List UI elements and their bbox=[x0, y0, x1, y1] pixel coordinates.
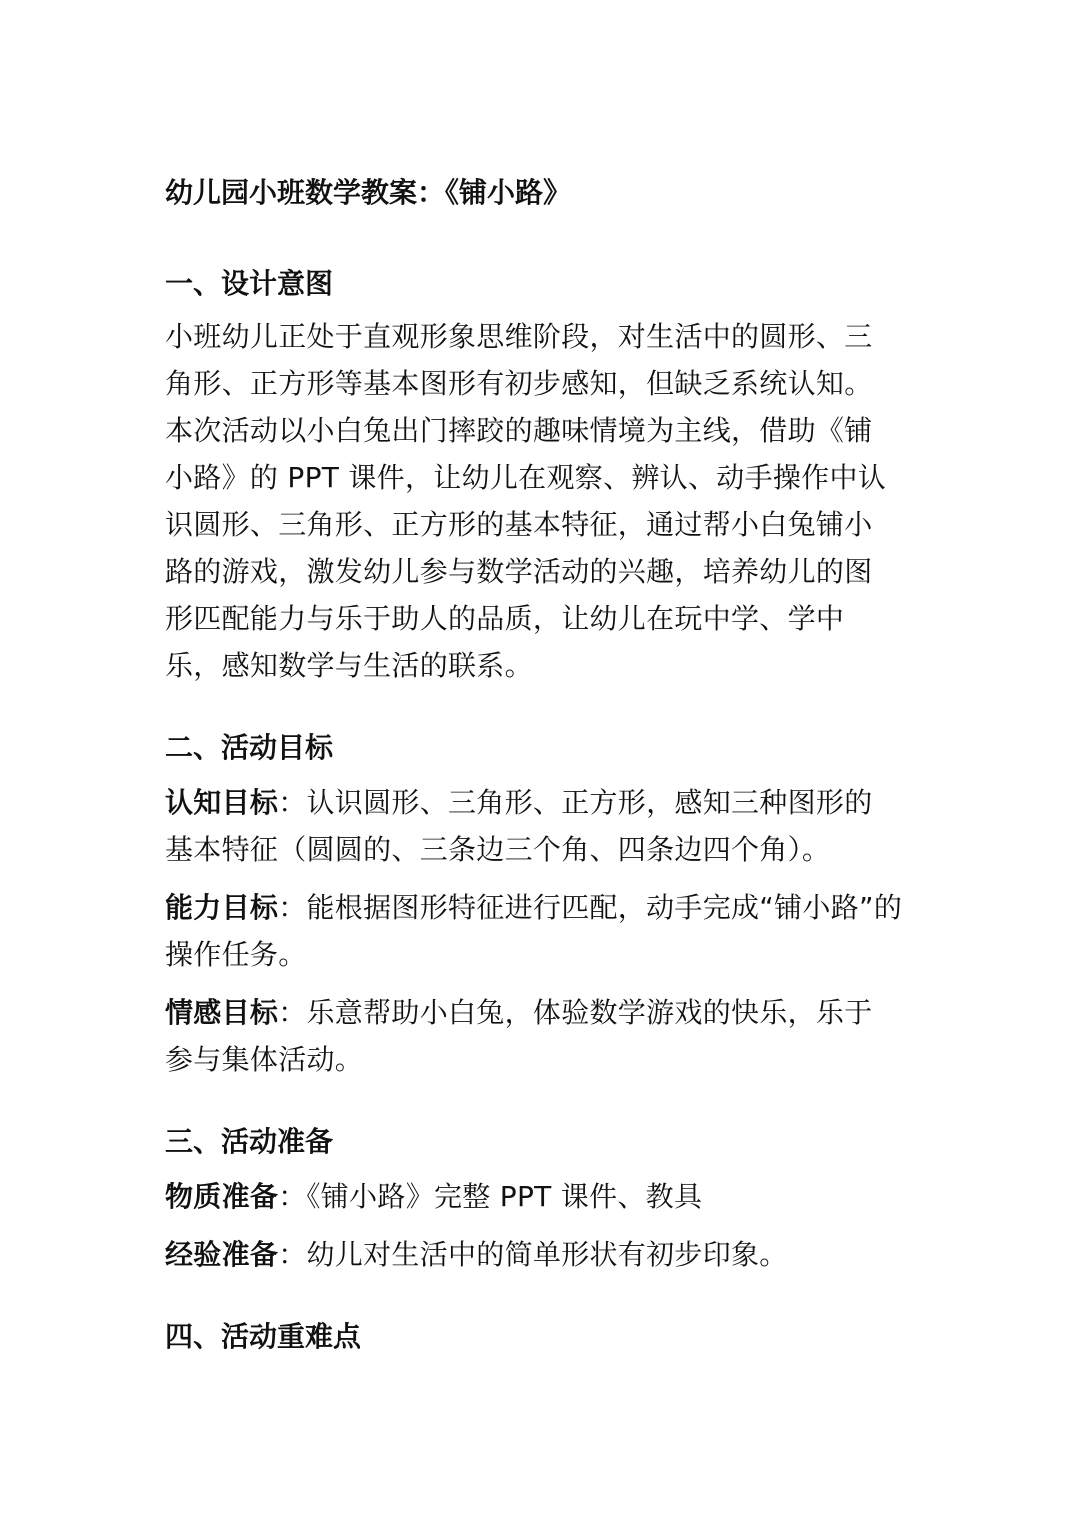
item-text: ：《铺小路》完整 PPT 课件、教具 bbox=[278, 1180, 703, 1213]
item-text: ：幼儿对生活中的简单形状有初步印象。 bbox=[278, 1238, 788, 1271]
item-label: 情感目标 bbox=[165, 996, 279, 1029]
goal-item-cognitive bbox=[165, 779, 910, 873]
goal-item-emotion bbox=[165, 989, 910, 1083]
paragraph-line: 小班幼儿正处于直观形象思维阶段，对生活中的圆形、三 bbox=[165, 320, 873, 353]
paragraph-line: 识圆形、三角形、正方形的基本特征，通过帮小白兔铺小 bbox=[165, 508, 873, 541]
item-line bbox=[165, 1231, 910, 1278]
section-heading-activity-goals: 二、活动目标 bbox=[165, 731, 334, 764]
section-heading-key-difficulties: 四、活动重难点 bbox=[165, 1320, 362, 1353]
item-label: 认知目标 bbox=[165, 786, 279, 819]
item-line: 操作任务。 bbox=[165, 938, 307, 971]
item-line bbox=[165, 884, 910, 931]
item-text: ：能根据图形特征进行匹配，动手完成“铺小路”的 bbox=[278, 891, 903, 924]
paragraph-line: 角形、正方形等基本图形有初步感知，但缺乏系统认知。 bbox=[165, 367, 873, 400]
item-text: ：乐意帮助小白兔，体验数学游戏的快乐，乐于 bbox=[278, 996, 873, 1029]
paragraph-line: 形匹配能力与乐于助人的品质，让幼儿在玩中学、学中 bbox=[165, 602, 845, 635]
item-line bbox=[165, 1173, 910, 1220]
item-text: ：认识圆形、三角形、正方形，感知三种图形的 bbox=[278, 786, 873, 819]
item-line: 参与集体活动。 bbox=[165, 1043, 364, 1076]
design-intent-paragraph bbox=[165, 313, 910, 689]
document-page bbox=[165, 172, 910, 1358]
item-label: 物质准备 bbox=[165, 1180, 279, 1213]
prep-item-materials bbox=[165, 1173, 910, 1220]
paragraph-line: 小路》的 PPT 课件，让幼儿在观察、辨认、动手操作中认 bbox=[165, 461, 887, 494]
item-line: 基本特征（圆圆的、三条边三个角、四条边四个角）。 bbox=[165, 833, 831, 866]
paragraph-line: 本次活动以小白兔出门摔跤的趣味情境为主线，借助《铺 bbox=[165, 414, 873, 447]
goal-item-ability bbox=[165, 884, 910, 978]
paragraph-line: 路的游戏，激发幼儿参与数学活动的兴趣，培养幼儿的图 bbox=[165, 555, 873, 588]
section-heading-design-intent: 一、设计意图 bbox=[165, 267, 334, 300]
prep-item-experience bbox=[165, 1231, 910, 1278]
item-label: 经验准备 bbox=[165, 1238, 279, 1271]
paragraph-line: 乐，感知数学与生活的联系。 bbox=[165, 649, 533, 682]
item-line bbox=[165, 989, 910, 1036]
item-line bbox=[165, 779, 910, 826]
document-title: 幼儿园小班数学教案：《铺小路》 bbox=[165, 176, 572, 209]
section-heading-activity-preparation: 三、活动准备 bbox=[165, 1125, 334, 1158]
item-label: 能力目标 bbox=[165, 891, 279, 924]
